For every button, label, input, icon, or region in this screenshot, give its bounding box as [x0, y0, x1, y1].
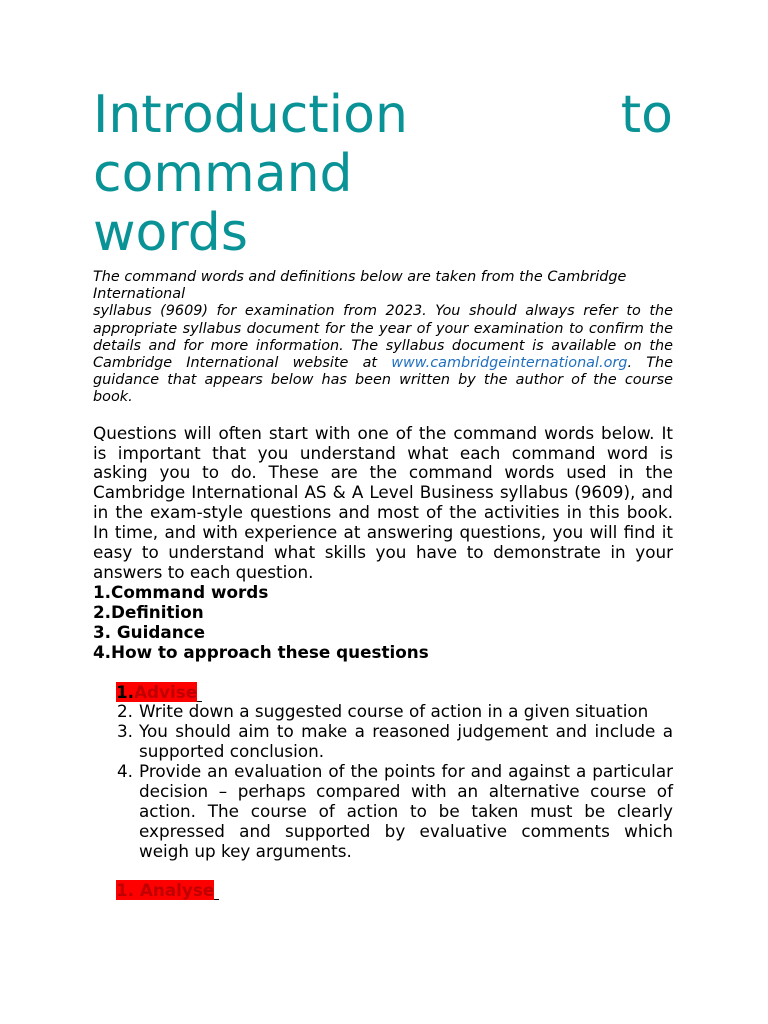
intro-line-3: . The guidance that appears below has been written by the author of the course book.: [93, 355, 673, 406]
advise-number: 1.: [116, 681, 135, 702]
list-number: 2.: [117, 701, 134, 722]
list-item: [93, 762, 673, 862]
advise-list: [93, 683, 673, 862]
advise-highlight: [116, 681, 202, 702]
list-number: 3.: [117, 721, 134, 742]
heading-definition: 2.Definition: [93, 601, 204, 622]
intro-line-2: syllabus (9609) for examination from 2023. You should always refer to the appropriate syllabus document for the year of your examination to confirm the details and for more information. The syllabus document is available on the Cambridge International website at: [93, 303, 673, 372]
intro-paragraph: [93, 269, 673, 407]
heading-guidance: 3. Guidance: [93, 621, 205, 642]
title-word-command: command: [93, 144, 353, 204]
list-text: You should aim to make a reasoned judgement and include a supported conclusion.: [139, 721, 673, 762]
list-item: [93, 722, 673, 762]
advise-word: Advise: [134, 681, 198, 702]
cambridge-link[interactable]: www.cambridgeinternational.org: [391, 355, 628, 372]
title-word-to: to: [620, 85, 673, 145]
list-item: [93, 683, 673, 703]
title-word-words: words: [93, 203, 248, 263]
analyse-label: 1. Analyse: [116, 879, 215, 900]
list-text: Provide an evaluation of the points for and against a particular decision – perhaps compared with an alternative course of action. The course of action to be taken must be clearly expressed and supported by evaluative comments which weigh up key arguments.: [139, 761, 673, 861]
document-page: [93, 86, 673, 901]
advise-heading: [116, 683, 202, 703]
intro-text: [93, 303, 673, 406]
title-word-introduction: Introduction: [93, 85, 408, 145]
list-number: 4.: [117, 761, 134, 782]
heading-command-words: 1.Command words: [93, 581, 269, 602]
intro-line-1: The command words and definitions below are taken from the Cambridge International: [93, 269, 627, 303]
body-paragraph: Questions will often start with one of the command words below. It is important that you understand what each command word is asking you to do. These are the command words used in the Cambridge International AS & A Level Business syllabus (9609), and in the exam-style questions and most of the activities in this book. In time, and with experience at answering questions, you will find it easy to understand what skills you have to demonstrate in your answers to each question.: [93, 422, 673, 582]
list-item: [93, 702, 673, 722]
list-text: Write down a suggested course of action in a given situation: [139, 701, 649, 722]
section-headings: [93, 583, 673, 663]
page-title: [93, 86, 673, 263]
heading-approach: 4.How to approach these questions: [93, 641, 429, 662]
analyse-highlight: [116, 879, 219, 900]
analyse-heading: [116, 881, 673, 901]
